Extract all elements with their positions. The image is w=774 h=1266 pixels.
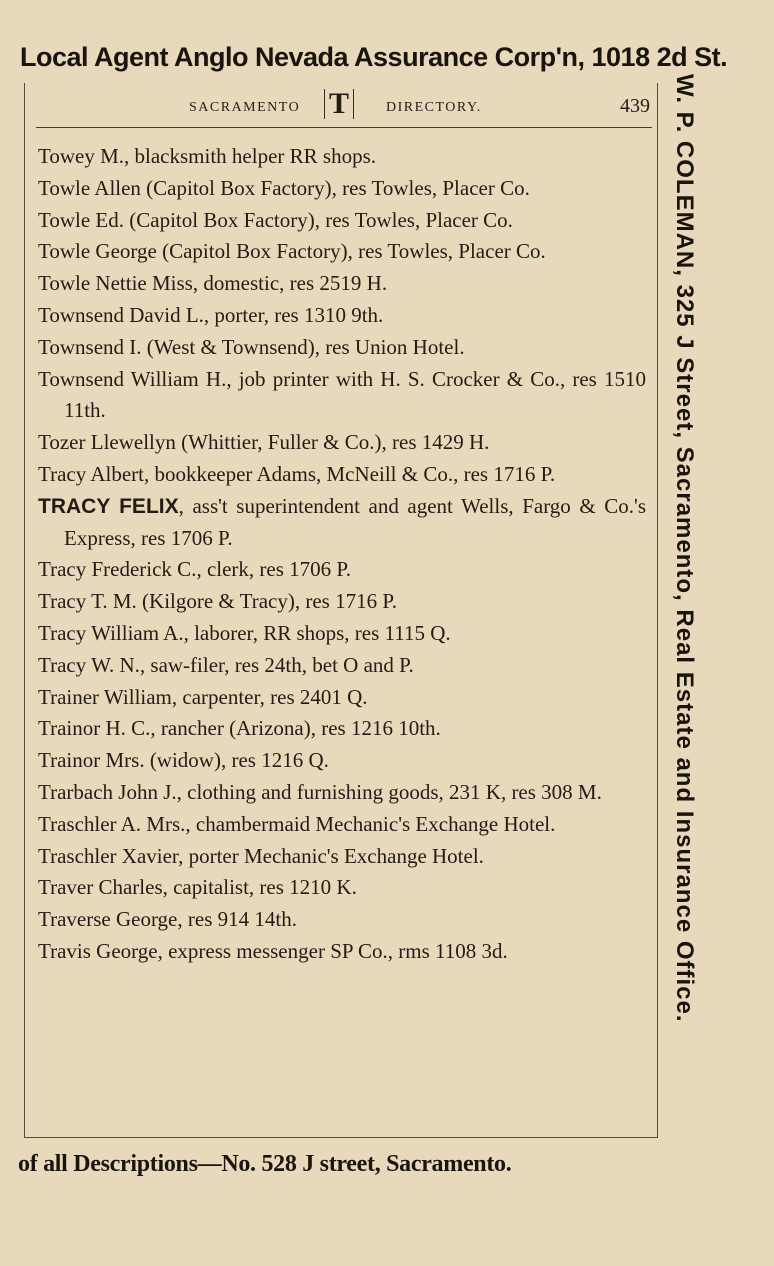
page-number: 439: [620, 95, 650, 117]
directory-entry: [38, 777, 646, 809]
entry-text: Tracy W. N., saw-filer, res 24th, bet O and P.: [38, 652, 414, 677]
entry-text: Tracy Albert, bookkeeper Adams, McNeill & Co., res 1716 P.: [38, 461, 556, 486]
entry-text: , ass't superintendent and agent Wells, Fargo & Co.'s Express, res 1706 P.: [64, 493, 647, 550]
entry-text: Traverse George, res 914 14th.: [38, 907, 297, 932]
directory-entry: [38, 332, 646, 364]
directory-entry: [38, 713, 646, 745]
bottom-advertisement: of all Descriptions—No. 528 J street, Sacramento.: [18, 1151, 512, 1177]
entry-text: Townsend I. (West & Townsend), res Union Hotel.: [38, 334, 465, 359]
header-directory: DIRECTORY.: [386, 100, 482, 115]
directory-entry: [38, 236, 646, 268]
entry-text: Townsend William H., job printer with H. S. Crocker & Co., res 1510 11th.: [38, 366, 646, 423]
entry-text: Trarbach John J., clothing and furnishing goods, 231 K, res 308 M.: [38, 779, 602, 804]
entry-text: Travis George, express messenger SP Co., rms 1108 3d.: [38, 938, 508, 963]
entry-text: Towle George (Capitol Box Factory), res Towles, Placer Co.: [38, 239, 546, 264]
directory-entry: [38, 904, 646, 936]
top-advertisement: Local Agent Anglo Nevada Assurance Corp'n, 1018 2d St.: [20, 42, 728, 72]
entry-text: Townsend David L., porter, res 1310 9th.: [38, 302, 384, 327]
directory-entry: [38, 364, 646, 428]
entry-text: Trainor Mrs. (widow), res 1216 Q.: [38, 748, 329, 773]
running-header: [24, 87, 656, 123]
directory-entry: [38, 554, 646, 586]
entry-text: Tracy William A., laborer, RR shops, res 1115 Q.: [38, 620, 451, 645]
directory-entry: [38, 205, 646, 237]
entry-text: Tracy T. M. (Kilgore & Tracy), res 1716 P.: [38, 589, 397, 614]
directory-entry: [38, 491, 646, 555]
entry-text: Traschler A. Mrs., chambermaid Mechanic's Exchange Hotel.: [38, 811, 556, 836]
directory-entry: [38, 173, 646, 205]
directory-entry: [38, 618, 646, 650]
directory-entries: [38, 141, 646, 968]
directory-entry: [38, 268, 646, 300]
directory-entry: [38, 427, 646, 459]
directory-entry: [38, 841, 646, 873]
entry-text: Towle Nettie Miss, domestic, res 2519 H.: [38, 271, 388, 296]
entry-text: Tozer Llewellyn (Whittier, Fuller & Co.), res 1429 H.: [38, 430, 490, 455]
entry-bold-name: TRACY FELIX: [38, 494, 179, 518]
entry-text: Traver Charles, capitalist, res 1210 K.: [38, 875, 357, 900]
directory-entry: [38, 650, 646, 682]
side-advertisement: W. P. COLEMAN, 325 J Street, Sacramento, Real Estate and Insurance Office.: [671, 74, 698, 1023]
directory-entry: [38, 141, 646, 173]
entry-text: Tracy Frederick C., clerk, res 1706 P.: [38, 557, 352, 582]
entry-text: Towle Allen (Capitol Box Factory), res Towles, Placer Co.: [38, 175, 530, 200]
entry-text: Traschler Xavier, porter Mechanic's Exchange Hotel.: [38, 843, 484, 868]
entry-text: Trainer William, carpenter, res 2401 Q.: [38, 684, 368, 709]
directory-entry: [38, 682, 646, 714]
directory-entry: [38, 809, 646, 841]
directory-entry: [38, 300, 646, 332]
directory-entry: [38, 936, 646, 968]
directory-entry: [38, 872, 646, 904]
entry-text: Towle Ed. (Capitol Box Factory), res Towles, Placer Co.: [38, 207, 513, 232]
directory-entry: [38, 745, 646, 777]
directory-entry: [38, 459, 646, 491]
entry-text: Towey M., blacksmith helper RR shops.: [38, 144, 376, 168]
header-rule: [36, 127, 652, 128]
directory-entry: [38, 586, 646, 618]
header-city: SACRAMENTO: [189, 100, 301, 115]
header-letter: T: [324, 89, 354, 119]
entry-text: Trainor H. C., rancher (Arizona), res 1216 10th.: [38, 716, 441, 741]
